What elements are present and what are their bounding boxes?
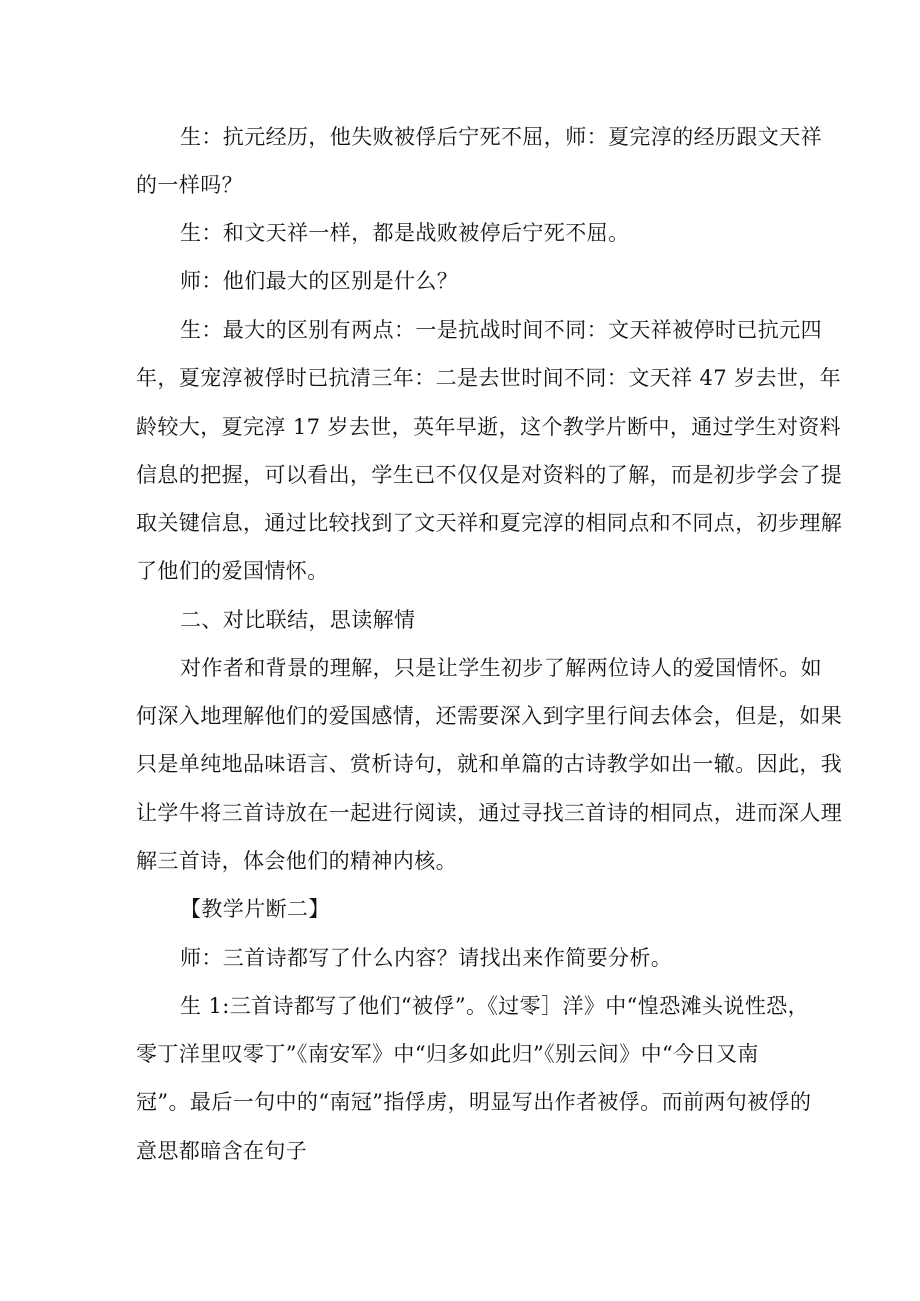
paragraph-line: 信息的把握，可以看出，学生已不仅仅是对资料的了解，而是初步学会了提: [136, 463, 843, 487]
section-heading: 二、对比联结，思读解情: [180, 608, 416, 632]
paragraph-line: 何深入地理解他们的爱国感情，还需要深入到字里行间去体会，但是，如果: [136, 704, 843, 728]
paragraph-line: 生 1:三首诗都写了他们“被俘”。《过零］洋》中“惶恐滩头说性恐，: [180, 994, 810, 1018]
paragraph-line: 年，夏宠淳被俘时已抗清三年：二是去世时间不同：文天祥 47 岁去世，年: [136, 366, 842, 390]
paragraph-line: 生：和文天祥一样，都是战败被停后宁死不屈。: [180, 221, 630, 245]
paragraph-line: 了他们的爱国情怀。: [136, 559, 329, 583]
paragraph-line: 冠”。最后一句中的“南冠”指俘虏，明显写出作者被俘。而前两句被俘的: [136, 1090, 812, 1114]
paragraph-line: 只是单纯地品味语言、赏析诗句，就和单篇的古诗教学如出一辙。因此，我: [136, 752, 843, 776]
paragraph-line: 让学牛将三首诗放在一起进行阅读，通过寻找三首诗的相同点，进而深人理: [136, 801, 843, 825]
paragraph-line: 的一样吗？: [136, 173, 243, 197]
subsection-heading: 【教学片断二】: [180, 897, 330, 921]
paragraph-line: 对作者和背景的理解，只是让学生初步了解两位诗人的爱国情怀。如: [180, 656, 822, 680]
paragraph-line: 取关键信息，通过比较找到了文天祥和夏完淳的相同点和不同点，初步理解: [136, 511, 843, 535]
paragraph-line: 龄较大，夏完淳 17 岁去世，英年早逝，这个教学片断中，通过学生对资料: [136, 415, 842, 439]
paragraph-line: 生：抗元经历，他失败被俘后宁死不屈，师：夏完淳的经历跟文天祥: [180, 125, 822, 149]
paragraph-line: 解三首诗，体会他们的精神内核。: [136, 849, 457, 873]
paragraph-line: 师：他们最大的区别是什么？: [180, 269, 459, 293]
paragraph-line: 零丁洋里叹零丁”《南安军》中“归多如此归”《别云间》中“今日又南: [136, 1042, 759, 1066]
paragraph-line: 生：最大的区别有两点：一是抗战时间不同：文天祥被停时已抗元四: [180, 318, 822, 342]
paragraph-line: 意思都暗含在句子: [136, 1139, 308, 1163]
paragraph-line: 师：三首诗都写了什么内容？请找出来作简要分析。: [180, 946, 673, 970]
